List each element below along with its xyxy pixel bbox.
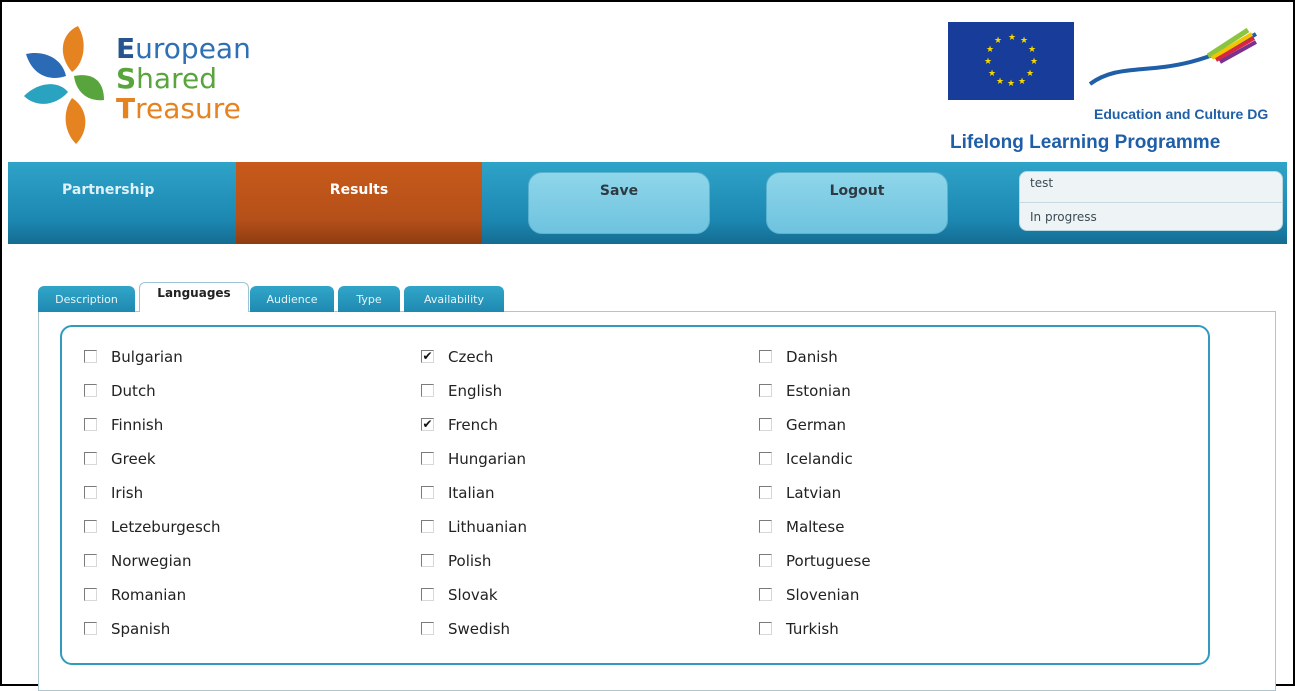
language-checkbox[interactable] bbox=[421, 486, 434, 499]
language-checkbox[interactable] bbox=[84, 486, 97, 499]
language-checkbox[interactable] bbox=[84, 554, 97, 567]
svg-text:★: ★ bbox=[1026, 69, 1035, 79]
svg-text:★: ★ bbox=[1008, 33, 1017, 43]
header bbox=[8, 10, 1283, 160]
languages-box bbox=[60, 325, 1210, 665]
education-culture-dg-label: Education and Culture DG bbox=[1094, 106, 1269, 122]
language-label: Estonian bbox=[786, 382, 851, 400]
language-label: Romanian bbox=[111, 586, 187, 604]
language-checkbox[interactable] bbox=[421, 588, 434, 601]
language-label: Finnish bbox=[111, 416, 164, 434]
tab-description[interactable]: Description bbox=[38, 286, 135, 312]
tab-availability[interactable]: Availability bbox=[404, 286, 504, 312]
svg-text:★: ★ bbox=[1018, 77, 1027, 87]
tab-type[interactable]: Type bbox=[338, 286, 400, 312]
svg-text:★: ★ bbox=[984, 57, 993, 67]
language-label: Danish bbox=[786, 348, 838, 366]
language-checkbox[interactable] bbox=[759, 350, 772, 363]
svg-text:★: ★ bbox=[1007, 79, 1016, 89]
language-checkbox[interactable] bbox=[84, 452, 97, 465]
language-label: Dutch bbox=[111, 382, 156, 400]
nav-tab-results[interactable]: Results bbox=[236, 162, 482, 244]
logo-line-treasure: Treasure bbox=[116, 92, 241, 125]
svg-text:★: ★ bbox=[1030, 57, 1039, 67]
language-checkbox[interactable] bbox=[759, 588, 772, 601]
main-nav bbox=[8, 162, 1287, 244]
language-label: Maltese bbox=[786, 518, 845, 536]
svg-text:★: ★ bbox=[994, 36, 1003, 46]
svg-text:★: ★ bbox=[1020, 36, 1029, 46]
eu-flag-icon bbox=[948, 22, 1074, 100]
language-checkbox[interactable] bbox=[84, 384, 97, 397]
language-checkbox[interactable] bbox=[421, 384, 434, 397]
logo-wordmark bbox=[116, 34, 251, 124]
language-checkbox[interactable] bbox=[421, 452, 434, 465]
eu-lifelong-learning-logo bbox=[948, 22, 1270, 160]
logout-button[interactable]: Logout bbox=[766, 172, 948, 234]
language-label: Norwegian bbox=[111, 552, 192, 570]
european-shared-treasure-logo bbox=[18, 20, 278, 150]
status-state: In progress bbox=[1030, 210, 1097, 224]
language-label: Turkish bbox=[786, 620, 839, 638]
language-label: German bbox=[786, 416, 847, 434]
language-checkbox[interactable] bbox=[421, 554, 434, 567]
language-label: Italian bbox=[448, 484, 495, 502]
language-checkbox[interactable] bbox=[759, 418, 772, 431]
petal-logo-icon bbox=[18, 20, 108, 150]
logo-line-shared: Shared bbox=[116, 62, 217, 95]
language-checkbox[interactable] bbox=[84, 622, 97, 635]
language-checkbox[interactable] bbox=[759, 520, 772, 533]
language-checkbox[interactable] bbox=[421, 622, 434, 635]
svg-text:★: ★ bbox=[996, 77, 1005, 87]
language-checkbox[interactable] bbox=[759, 554, 772, 567]
lifelong-learning-label: Lifelong Learning Programme bbox=[950, 132, 1221, 153]
language-checkbox[interactable] bbox=[759, 384, 772, 397]
language-label: Hungarian bbox=[448, 450, 527, 468]
language-label: Spanish bbox=[111, 620, 171, 638]
language-label: Greek bbox=[111, 450, 156, 468]
language-label: Czech bbox=[448, 348, 494, 366]
language-checkbox[interactable] bbox=[84, 350, 97, 363]
language-label: Bulgarian bbox=[111, 348, 183, 366]
language-label: English bbox=[448, 382, 503, 400]
language-checkbox[interactable] bbox=[84, 520, 97, 533]
language-label: Latvian bbox=[786, 484, 842, 502]
svg-text:★: ★ bbox=[988, 69, 997, 79]
language-label: Slovenian bbox=[786, 586, 860, 604]
language-checkbox[interactable] bbox=[759, 452, 772, 465]
language-label: Irish bbox=[111, 484, 144, 502]
status-user: test bbox=[1030, 176, 1054, 190]
language-checkbox[interactable] bbox=[421, 520, 434, 533]
language-label: Lithuanian bbox=[448, 518, 527, 536]
language-label: French bbox=[448, 416, 498, 434]
language-checkbox[interactable] bbox=[759, 486, 772, 499]
svg-text:★: ★ bbox=[986, 45, 995, 55]
tab-audience[interactable]: Audience bbox=[250, 286, 334, 312]
language-checkbox[interactable] bbox=[759, 622, 772, 635]
language-label: Slovak bbox=[448, 586, 498, 604]
language-label: Letzeburgesch bbox=[111, 518, 221, 536]
llp-swoosh-icon bbox=[1088, 26, 1258, 96]
save-button[interactable]: Save bbox=[528, 172, 710, 234]
tab-languages[interactable]: Languages bbox=[139, 282, 249, 312]
language-label: Swedish bbox=[448, 620, 511, 638]
language-checkbox[interactable]: ✔ bbox=[422, 349, 433, 363]
logo-line-european: European bbox=[116, 32, 251, 65]
language-checkbox[interactable] bbox=[84, 418, 97, 431]
language-label: Icelandic bbox=[786, 450, 853, 468]
language-label: Polish bbox=[448, 552, 492, 570]
language-checkbox[interactable]: ✔ bbox=[422, 417, 433, 431]
status-box bbox=[1019, 171, 1283, 231]
svg-text:★: ★ bbox=[1028, 45, 1037, 55]
nav-tab-partnership[interactable]: Partnership bbox=[62, 182, 155, 198]
language-label: Portuguese bbox=[786, 552, 871, 570]
language-checkbox[interactable] bbox=[84, 588, 97, 601]
status-divider bbox=[1020, 202, 1282, 203]
